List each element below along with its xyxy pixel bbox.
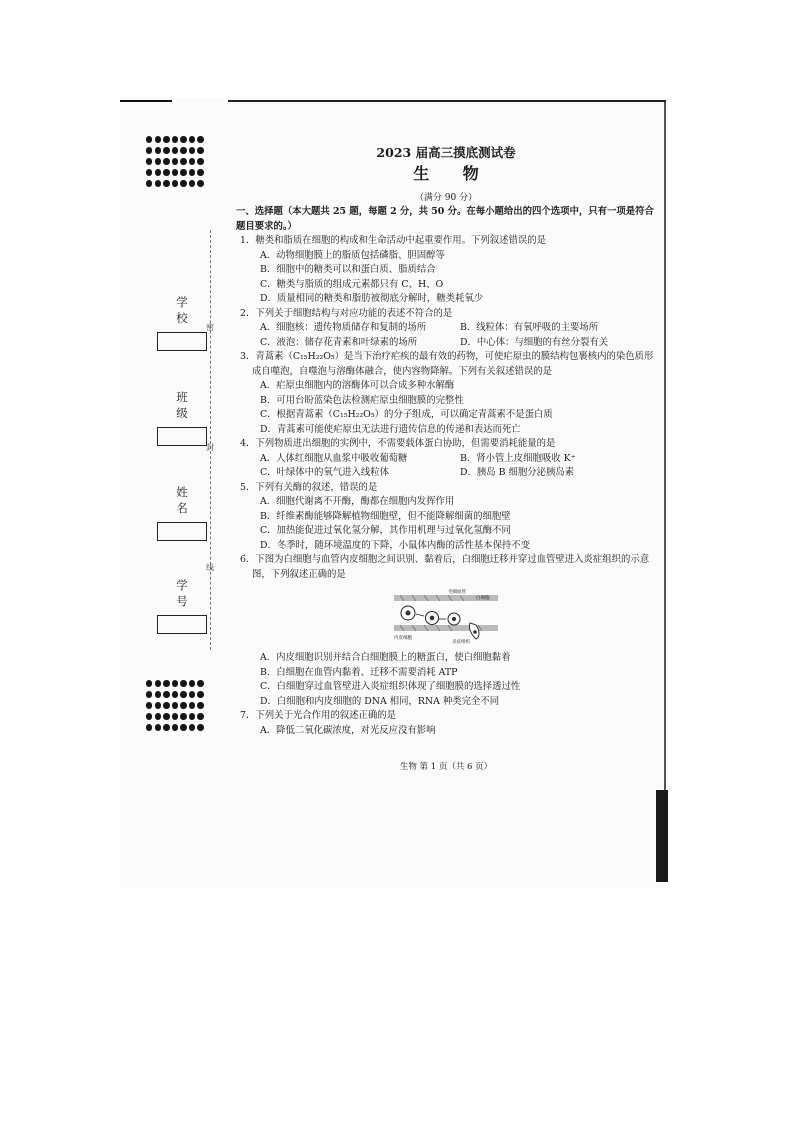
question-2-options-ab — [236, 321, 656, 336]
migrating-nucleus — [473, 630, 477, 634]
question-3-option-b: B．可用台盼蓝染色法检测疟原虫细胞膜的完整性 — [260, 394, 464, 406]
dot — [163, 724, 169, 731]
dot — [197, 680, 203, 687]
question-7 — [236, 709, 656, 738]
dot-row — [146, 147, 204, 154]
question-6-option-a: A．内皮细胞识别并结合白细胞膜上的糖蛋白，使白细胞黏着 — [260, 652, 511, 663]
dot — [172, 136, 178, 143]
question-2-option-c: C．液泡：储存花青素和叶绿素的场所 — [260, 336, 418, 348]
dot — [155, 169, 161, 176]
dot — [197, 713, 203, 720]
question-4-option-a: A．人体红细胞从血浆中吸收葡萄糖 — [260, 452, 408, 464]
dot — [155, 158, 161, 165]
seal-mark-1: 密 — [206, 323, 214, 332]
question-4-option-d: D．胰岛 B 细胞分泌胰岛素 — [460, 467, 575, 478]
dot — [146, 147, 152, 154]
dot — [189, 180, 195, 187]
dot — [180, 158, 186, 165]
field-class-input[interactable] — [157, 427, 207, 446]
section-heading — [236, 205, 656, 234]
dot — [189, 147, 195, 154]
dot — [180, 713, 186, 720]
dot — [155, 691, 161, 698]
top-edge-right — [228, 100, 666, 102]
question-3 — [236, 350, 656, 437]
dot — [180, 136, 186, 143]
dot — [189, 158, 195, 165]
dot-row — [146, 713, 204, 720]
subject-title: 生 物 — [413, 164, 493, 183]
dot — [146, 713, 152, 720]
dot-row — [146, 702, 204, 709]
dot — [163, 180, 169, 187]
dot — [146, 180, 152, 187]
question-6-stem: 6．下图为白细胞与血管内皮细胞之间识别、黏着后，白细胞迁移并穿过血管壁进入炎症组织的示意图，下列叙述正确的是 — [240, 554, 650, 580]
dot — [155, 136, 161, 143]
dot — [180, 691, 186, 698]
dot — [146, 158, 152, 165]
field-school-input[interactable] — [157, 332, 207, 351]
dot — [146, 691, 152, 698]
question-6 — [236, 553, 656, 709]
question-6-option-c: C．白细胞穿过血管壁进入炎症组织体现了细胞膜的选择透过性 — [260, 681, 521, 692]
question-3-stem: 3．青蒿素（C₁₅H₂₂O₅）是当下治疗疟疾的最有效的药物，可使疟原虫的膜结构包裹核内的染色质形成自噬泡，自噬泡与溶酶体融合，使内容物降解。下列有关叙述错误的是 — [240, 351, 654, 377]
label-inflamed-tissue: 炎症组织 — [452, 640, 470, 645]
question-4-stem: 4．下列物质进出细胞的实例中，不需要载体蛋白协助，但需要消耗能量的是 — [240, 438, 556, 449]
label-endothelial: 内皮细胞 — [394, 636, 412, 641]
field-name-label: 姓 名 — [176, 485, 196, 515]
dot-row — [146, 180, 204, 187]
field-student-id-input[interactable] — [157, 615, 207, 634]
question-6-option-d: D．白细胞和内皮细胞的 DNA 相同，RNA 种类完全不同 — [260, 695, 500, 707]
dot-block-bottom — [146, 680, 204, 735]
question-3-option-d: D．青蒿素可能使疟原虫无法进行遗传信息的传递和表达而死亡 — [260, 423, 521, 435]
dot-row — [146, 169, 204, 176]
dot — [197, 147, 203, 154]
dot — [155, 147, 161, 154]
question-1-option-c: C．糖类与脂质的组成元素都只有 C、H、O — [260, 278, 444, 290]
leukocyte-migration-figure — [392, 587, 502, 645]
dot — [172, 169, 178, 176]
dot — [163, 169, 169, 176]
question-5-option-d: D．冬季时，随环境温度的下降，小鼠体内酶的活性基本保持不变 — [260, 539, 531, 551]
question-2 — [236, 307, 656, 351]
dot — [172, 158, 178, 165]
dot — [180, 169, 186, 176]
label-capillary: 毛细血管 — [448, 590, 466, 595]
dot — [155, 180, 161, 187]
question-2-option-a: A．细胞核：遗传物质储存和复制的场所 — [260, 322, 427, 333]
dot — [146, 136, 152, 143]
dot — [163, 702, 169, 709]
dot-row — [146, 158, 204, 165]
question-5-stem: 5．下列有关酶的叙述，错误的是 — [240, 481, 378, 493]
dot — [146, 169, 152, 176]
dot-block-top — [146, 136, 204, 191]
dot — [172, 691, 178, 698]
dot — [197, 724, 203, 731]
question-5-option-b: B．纤维素酶能够降解植物细胞壁，但不能降解细菌的细胞壁 — [260, 510, 511, 522]
vessel-wall-bottom — [394, 625, 498, 631]
question-6-option-b: B．白细胞在血管内黏着、迁移不需要消耗 ATP — [260, 666, 458, 678]
field-student-id-label: 学 号 — [176, 578, 196, 608]
dot — [172, 180, 178, 187]
question-5-option-a: A．细胞代谢离不开酶，酶都在细胞内发挥作用 — [260, 496, 455, 507]
label-leukocyte: 白细胞 — [476, 596, 490, 601]
dot — [197, 169, 203, 176]
dot — [146, 724, 152, 731]
question-1-option-b: B．细胞中的糖类可以和蛋白质、脂质结合 — [260, 264, 436, 275]
question-5 — [236, 481, 656, 554]
field-school — [156, 294, 208, 351]
dot — [155, 724, 161, 731]
figure-svg — [392, 587, 502, 645]
exam-title: 2023 届高三摸底测试卷 — [376, 145, 516, 160]
question-4-options-cd — [236, 466, 656, 481]
dot — [197, 136, 203, 143]
seal-line — [210, 230, 211, 650]
section-1-heading: 一、选择题（本大题共 25 题，每题 2 分，共 50 分。在每小题给出的四个选项中，只有一项是符合题目要求的。） — [236, 206, 654, 232]
leukocyte-nucleus-3 — [452, 617, 456, 621]
dot — [197, 158, 203, 165]
question-3-option-a: A．疟原虫细胞内的溶酶体可以合成多种水解酶 — [260, 380, 455, 391]
right-edge-line — [664, 102, 666, 882]
dot — [172, 724, 178, 731]
field-school-label: 学 校 — [176, 295, 196, 325]
dot-row — [146, 680, 204, 687]
question-7-option-a: A．降低二氧化碳浓度，对光反应没有影响 — [260, 724, 436, 736]
dot — [180, 724, 186, 731]
question-4-options-ab — [236, 452, 656, 467]
dot — [197, 691, 203, 698]
top-edge-left — [120, 100, 172, 102]
question-1-option-d: D．质量相同的糖类和脂肪被彻底分解时，糖类耗氧少 — [260, 293, 484, 304]
dot-row — [146, 724, 204, 731]
question-1-option-a: A．动物细胞膜上的脂质包括磷脂、胆固醇等 — [260, 249, 445, 261]
dot — [189, 691, 195, 698]
dot — [163, 136, 169, 143]
dot — [163, 158, 169, 165]
field-class — [156, 389, 208, 446]
question-5-option-c: C．加热能促进过氧化氢分解，其作用机理与过氧化氢酶不同 — [260, 525, 511, 536]
dot — [189, 680, 195, 687]
dot — [180, 702, 186, 709]
dot — [172, 680, 178, 687]
dot — [155, 713, 161, 720]
field-student-id — [156, 577, 208, 634]
field-name-input[interactable] — [157, 522, 207, 541]
question-4-option-b: B．肾小管上皮细胞吸收 K⁺ — [460, 452, 576, 464]
dot — [172, 713, 178, 720]
field-class-label: 班 级 — [176, 390, 196, 420]
leukocyte-nucleus-1 — [406, 611, 411, 616]
dot — [189, 724, 195, 731]
question-3-option-c: C．根据青蒿素（C₁₅H₂₂O₅）的分子组成，可以确定青蒿素不是蛋白质 — [260, 409, 553, 420]
dot — [189, 169, 195, 176]
dot — [180, 147, 186, 154]
dot — [163, 680, 169, 687]
dot — [180, 180, 186, 187]
dot — [155, 680, 161, 687]
dot — [163, 691, 169, 698]
question-2-option-b: B．线粒体：有氧呼吸的主要场所 — [460, 322, 599, 333]
dot — [197, 180, 203, 187]
dot-row — [146, 691, 204, 698]
question-2-stem: 2．下列关于细胞结构与对应功能的表述不符合的是 — [240, 307, 453, 319]
question-2-options-cd — [236, 336, 656, 351]
dot — [189, 136, 195, 143]
question-4-option-c: C．叶绿体中的氧气进入线粒体 — [260, 467, 390, 478]
dot — [163, 713, 169, 720]
question-7-stem: 7．下列关于光合作用的叙述正确的是 — [240, 710, 396, 721]
dot — [189, 713, 195, 720]
dot — [163, 147, 169, 154]
full-score: （满分 90 分） — [414, 193, 478, 203]
exam-content — [236, 143, 656, 738]
seal-mark-2: 封 — [206, 443, 214, 452]
seal-mark-3: 线 — [206, 563, 214, 572]
field-name — [156, 484, 208, 541]
arrow-1 — [416, 614, 424, 616]
dot — [146, 680, 152, 687]
question-1-stem: 1．糖类和脂质在细胞的构成和生命活动中起重要作用。下列叙述错误的是 — [240, 235, 546, 246]
dot — [155, 702, 161, 709]
dot-row — [146, 136, 204, 143]
dot — [172, 147, 178, 154]
question-1 — [236, 234, 656, 307]
dot — [172, 702, 178, 709]
leukocyte-nucleus-2 — [430, 616, 435, 621]
question-2-option-d: D．中心体：与细胞的有丝分裂有关 — [460, 336, 609, 348]
page-footer: 生物 第 1 页（共 6 页） — [399, 762, 493, 772]
dot — [180, 680, 186, 687]
dot — [146, 702, 152, 709]
question-4 — [236, 437, 656, 481]
dot — [197, 702, 203, 709]
scan-edge-shadow — [656, 790, 668, 882]
dot — [189, 702, 195, 709]
